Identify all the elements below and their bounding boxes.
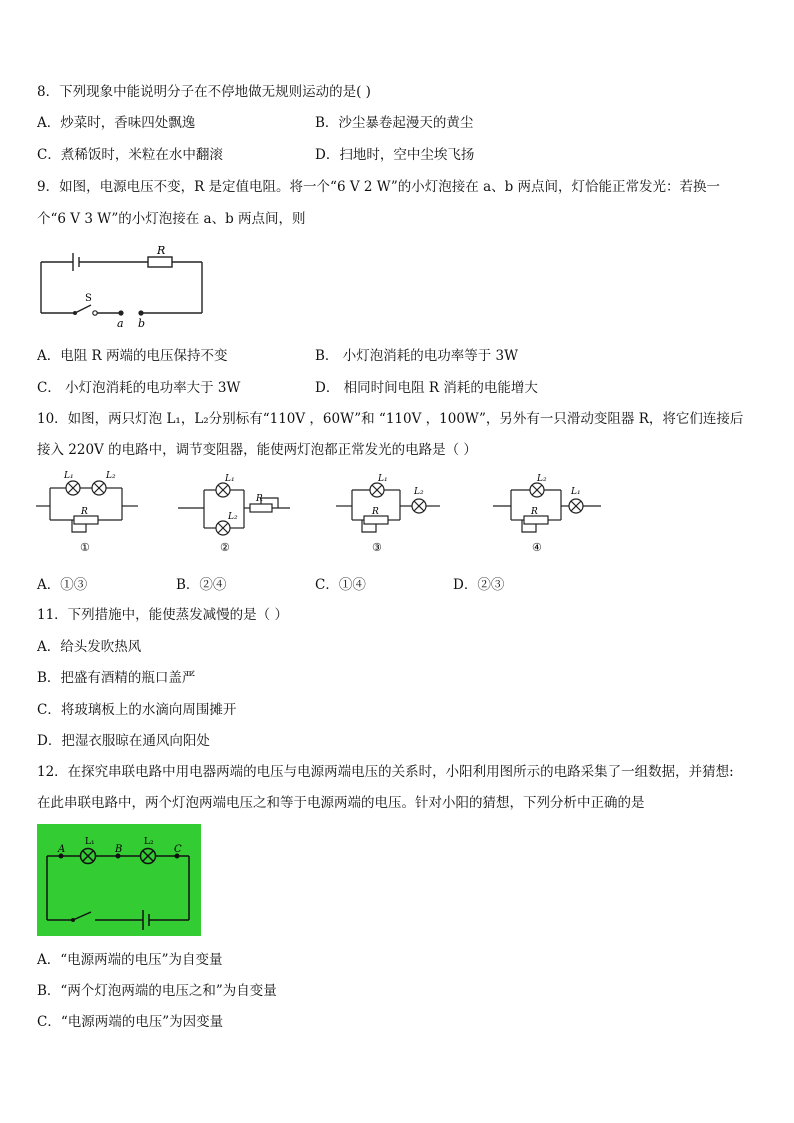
c2-label-r: R <box>256 494 263 504</box>
c3-number: ③ <box>372 541 382 554</box>
label-a: a <box>117 317 124 330</box>
q12-circuit-diagram <box>37 824 201 936</box>
label-s: S <box>85 293 92 304</box>
q12-stem-line2: 在此串联电路中，两个灯泡两端电压之和等于电源两端的电压。针对小阳的猜想，下列分析中正确的是 <box>37 795 645 811</box>
q9-option-d: D． 相同时间电阻 R 消耗的电能增大 <box>315 380 538 396</box>
label-l2: L₂ <box>144 837 154 847</box>
q11-option-c: C．将玻璃板上的水滴向周围摊开 <box>37 702 237 718</box>
q9-option-b: B． 小灯泡消耗的电功率等于 3W <box>315 348 518 364</box>
q10-stem-line1: 10．如图，两只灯泡 L₁，L₂分别标有“110V ，60W”和 “110V ，100W”，另外有一只滑动变阻器 R，将它们连接后 <box>37 411 744 427</box>
terminal-a <box>118 310 123 315</box>
c4-label-r: R <box>531 507 538 517</box>
q10-option-c: C．①④ <box>315 577 366 593</box>
c1-number: ① <box>80 541 90 554</box>
label-l1: L₁ <box>85 837 95 847</box>
label-c: C <box>174 844 182 855</box>
q10-option-a: A．①③ <box>37 577 88 593</box>
q10-circuit-2 <box>178 470 298 570</box>
q12-stem-line1: 12．在探究串联电路中用电器两端的电压与电源两端电压的关系时，小阳利用图所示的电路采集了一组数据，并猜想: <box>37 764 734 780</box>
q10-option-d: D．②③ <box>453 577 505 593</box>
q11-option-b: B．把盛有酒精的瓶口盖严 <box>37 670 196 686</box>
c3-label-l1: L₁ <box>378 474 388 484</box>
q9-option-c: C． 小灯泡消耗的电功率大于 3W <box>37 380 241 396</box>
q11-option-a: A．给头发吹热风 <box>37 639 142 655</box>
q12-option-a: A．“电源两端的电压”为自变量 <box>37 952 223 968</box>
q11-stem: 11．下列措施中，能使蒸发减慢的是（ ） <box>37 607 288 623</box>
q10-circuit-4 <box>493 470 613 570</box>
green-board <box>37 824 201 936</box>
q9-stem-line2: 个“6 V 3 W”的小灯泡接在 a、b 两点间，则 <box>37 211 306 227</box>
q12-option-b: B．“两个灯泡两端的电压之和”为自变量 <box>37 983 277 999</box>
c1-label-l2: L₂ <box>106 471 116 481</box>
c4-number: ④ <box>532 541 542 554</box>
q11-option-d: D．把湿衣服晾在通风向阳处 <box>37 733 210 749</box>
resistor-r <box>148 257 172 267</box>
switch-blade <box>75 305 91 313</box>
c4-label-l1: L₁ <box>571 487 581 497</box>
c2-label-l1: L₁ <box>225 474 235 484</box>
c4-label-l2: L₂ <box>537 474 547 484</box>
label-r: R <box>157 244 166 257</box>
q9-option-a: A．电阻 R 两端的电压保持不变 <box>37 348 228 364</box>
q10-circuit-1 <box>36 470 146 570</box>
c1-label-l1: L₁ <box>64 471 74 481</box>
c2-number: ② <box>220 541 230 554</box>
q8-option-c: C．煮稀饭时，米粒在水中翻滚 <box>37 147 223 163</box>
label-a: A <box>58 844 66 855</box>
c2-label-l2: L₂ <box>228 512 238 522</box>
q10-option-b: B．②④ <box>176 577 227 593</box>
label-b: b <box>138 317 146 330</box>
label-b: B <box>115 844 123 855</box>
q8-stem: 8．下列现象中能说明分子在不停地做无规则运动的是( ) <box>37 84 371 100</box>
q10-stem-line2: 接入 220V 的电路中，调节变阻器，能使两灯泡都正常发光的电路是（ ） <box>37 442 477 458</box>
c3-label-r: R <box>372 507 379 517</box>
c3-label-l2: L₂ <box>414 487 424 497</box>
q8-option-b: B．沙尘暴卷起漫天的黄尘 <box>315 115 474 131</box>
q12-option-c: C．“电源两端的电压”为因变量 <box>37 1014 224 1030</box>
q8-option-d: D．扫地时，空中尘埃飞扬 <box>315 147 475 163</box>
q10-circuit-3 <box>336 470 446 570</box>
terminal-b <box>138 310 143 315</box>
q9-circuit-diagram <box>35 244 215 330</box>
q9-stem-line1: 9．如图，电源电压不变，R 是定值电阻。将一个“6 V 2 W”的小灯泡接在 a、b 两点间，灯恰能正常发光：若换一 <box>37 179 721 195</box>
c1-label-r: R <box>81 507 88 517</box>
q8-option-a: A．炒菜时，香味四处飘逸 <box>37 115 196 131</box>
